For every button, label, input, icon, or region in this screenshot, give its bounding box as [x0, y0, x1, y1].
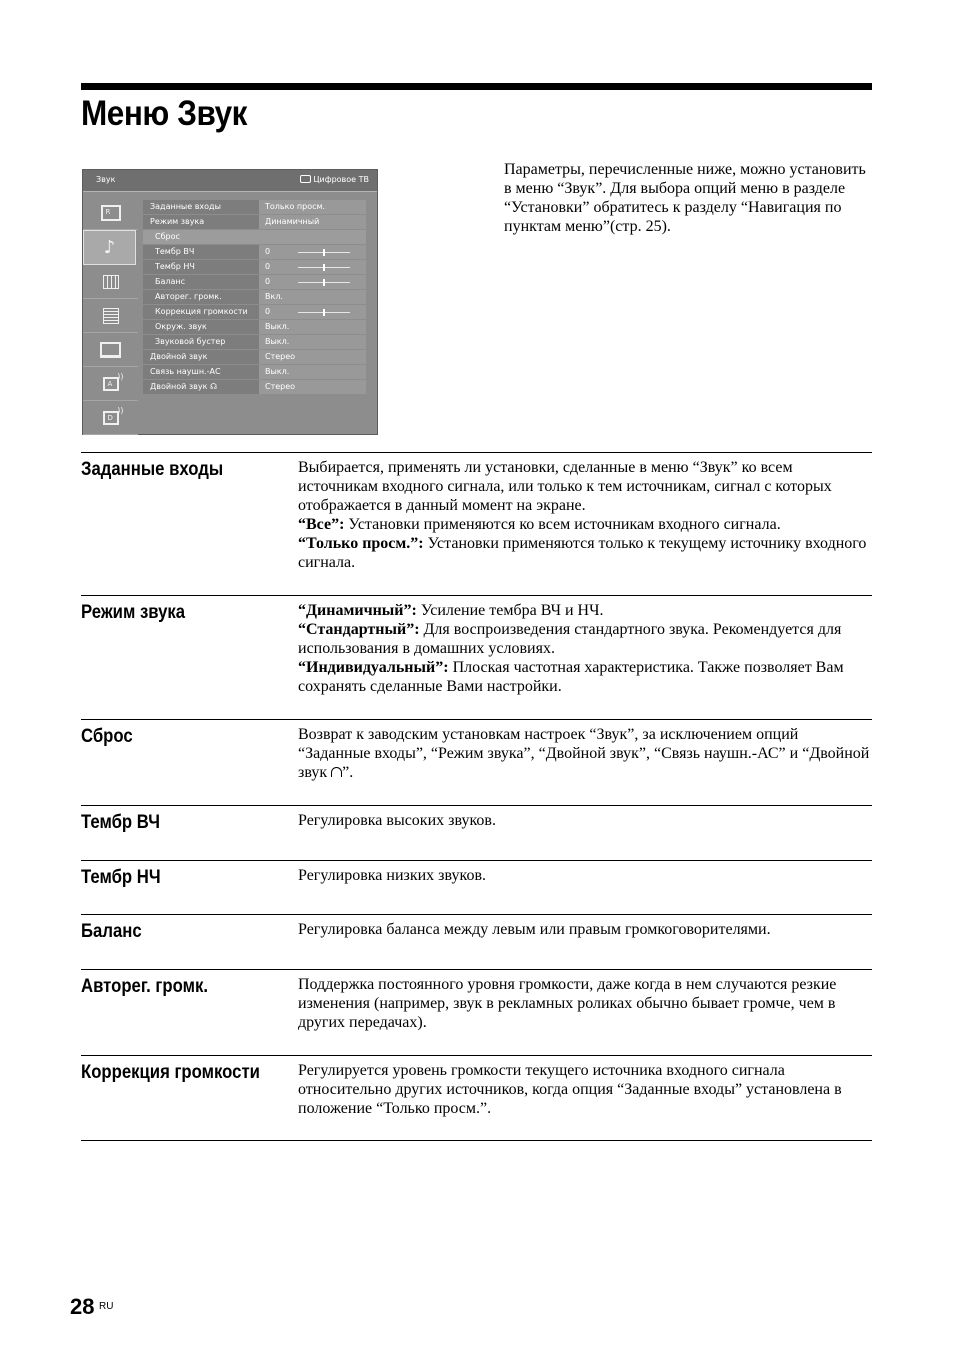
headphone-icon [331, 767, 342, 777]
tv-menu-row-value: Выкл. [259, 365, 366, 379]
definition-description [298, 596, 872, 696]
tv-menu-row [143, 290, 366, 304]
definition-row [81, 969, 872, 1055]
option-name: “Все”: [298, 516, 345, 533]
tv-source-label: Цифровое ТВ [313, 175, 369, 184]
tv-menu-row-value: 0 [259, 245, 366, 259]
definition-description [298, 720, 872, 782]
option-text: Регулировка низких звуков. [298, 867, 487, 884]
setup-list-icon [83, 299, 138, 333]
sound-note-icon: ♪ [83, 230, 136, 265]
tv-set-icon [83, 333, 138, 367]
definition-paragraph [298, 866, 872, 885]
definition-term: Баланс [81, 921, 142, 942]
tv-menu-row [143, 275, 366, 289]
tv-menu-row-label: Двойной звук [150, 352, 208, 361]
page-language: RU [99, 1301, 114, 1312]
tv-menu-row-label: Баланс [155, 277, 186, 286]
tv-menu-row-label: Звуковой бустер [155, 337, 226, 346]
option-text: Регулируется уровень громкости текущего источника входного сигнала относительно других источников, когда опция “Заданные входы” установлена в положение “Только просм.”. [298, 1062, 842, 1117]
definition-description [298, 453, 872, 572]
tv-menu-row-slider [298, 282, 350, 283]
option-text: Выбирается, применять ли установки, сделанные в меню “Звук” ко всем источникам входного сигнала, или только к тем источникам, сигнал с которых отображается в данный момент на экране. [298, 459, 832, 514]
option-name: “Динамичный”: [298, 602, 417, 619]
tv-menu-row [143, 230, 366, 244]
option-text-end: ”. [342, 764, 354, 781]
tv-menu-row-label: Сброс [155, 232, 180, 241]
definition-term: Сброс [81, 726, 133, 747]
tv-menu-list [143, 200, 366, 395]
definition-row [81, 914, 872, 969]
definition-paragraph [298, 725, 872, 782]
option-text: Регулировка баланса между левым или правым громкоговорителями. [298, 921, 771, 938]
tv-menu-row-label: Тембр НЧ [155, 262, 195, 271]
tv-menu-screenshot [82, 169, 378, 435]
definition-row [81, 595, 872, 719]
option-text: Усиление тембра ВЧ и НЧ. [416, 602, 604, 619]
definition-row [81, 860, 872, 914]
tv-menu-row [143, 305, 366, 319]
page-title: Меню Звук [81, 94, 247, 133]
definition-paragraph [298, 515, 872, 534]
tv-menu-header [83, 170, 377, 192]
definitions-table [81, 452, 872, 1141]
tv-menu-sidebar [83, 196, 138, 435]
picture-icon: R [83, 196, 138, 230]
analog-setup-icon: A )) [83, 367, 138, 401]
definition-row [81, 452, 872, 595]
tv-menu-row [143, 380, 366, 394]
top-rule [81, 83, 872, 90]
tv-menu-row [143, 350, 366, 364]
tv-menu-row-label: Авторег. громк. [155, 292, 222, 301]
definition-description [298, 861, 872, 885]
definition-paragraph [298, 620, 872, 658]
definition-term: Заданные входы [81, 459, 224, 480]
definition-term: Режим звука [81, 602, 186, 623]
tv-menu-row-value: Только просм. [259, 200, 366, 214]
definition-row [81, 805, 872, 860]
tv-menu-row-slider [298, 252, 350, 253]
tv-menu-row-slider [298, 312, 350, 313]
tv-source-indicator [300, 175, 369, 184]
tv-menu-row [143, 245, 366, 259]
option-text: Для воспроизведения стандартного звука. Рекомендуется для использования в домашних условиях. [298, 621, 842, 657]
option-name: “Индивидуальный”: [298, 659, 449, 676]
definition-term: Авторег. громк. [81, 976, 208, 997]
option-text: Установки применяются ко всем источникам входного сигнала. [344, 516, 781, 533]
definition-paragraph [298, 658, 872, 696]
definition-paragraph [298, 920, 872, 939]
tv-menu-row-value: 0 [259, 275, 366, 289]
definition-term: Коррекция громкости [81, 1062, 260, 1083]
tv-menu-row [143, 320, 366, 334]
definition-term: Тембр НЧ [81, 867, 161, 888]
definition-paragraph [298, 811, 872, 830]
definition-row [81, 1055, 872, 1141]
page-number: 28 [70, 1294, 95, 1319]
definition-description [298, 970, 872, 1032]
tv-menu-row-label: Заданные входы [150, 202, 221, 211]
screen-grid-icon [83, 265, 138, 299]
tv-menu-row-label: Режим звука [150, 217, 205, 226]
tv-menu-row [143, 260, 366, 274]
digital-setup-icon: D )) [83, 401, 138, 435]
option-text: Поддержка постоянного уровня громкости, даже когда в нем случаются резкие изменения (например, звук в рекламных роликах обычно бывает громче, чем в других передачах). [298, 976, 837, 1031]
tv-source-icon [300, 175, 311, 183]
definition-term: Тембр ВЧ [81, 812, 160, 833]
tv-menu-row-label: Связь наушн.-АС [150, 367, 221, 376]
tv-menu-row-value: Вкл. [259, 290, 366, 304]
option-text: Регулировка высоких звуков. [298, 812, 496, 829]
definition-paragraph [298, 975, 872, 1032]
tv-menu-row-value: Динамичный [259, 215, 366, 229]
tv-menu-row-value: 0 [259, 260, 366, 274]
definition-paragraph [298, 1061, 872, 1118]
tv-menu-row-slider [298, 267, 350, 268]
tv-menu-row [143, 335, 366, 349]
definition-description [298, 1056, 872, 1118]
definition-paragraph [298, 601, 872, 620]
tv-menu-row-value: Выкл. [259, 320, 366, 334]
tv-menu-row [143, 365, 366, 379]
intro-text: Параметры, перечисленные ниже, можно установить в меню “Звук”. Для выбора опций меню в разделе “Установки” обратитесь к разделу “Навигация по пунктам меню”(стр. 25). [504, 161, 866, 235]
definition-description [298, 915, 872, 939]
tv-menu-row-value: Выкл. [259, 335, 366, 349]
tv-menu-row-label: Коррекция громкости [155, 307, 248, 316]
definition-row [81, 719, 872, 805]
tv-menu-row-label: Двойной звук ☊ [150, 382, 218, 391]
tv-menu-row-label: Окруж. звук [155, 322, 207, 331]
option-text: Плоская частотная характеристика. Также позволяет Вам сохранять сделанные Вами настройки. [298, 659, 844, 695]
tv-menu-row-value: 0 [259, 305, 366, 319]
definition-paragraph [298, 458, 872, 515]
definition-paragraph [298, 534, 872, 572]
option-text: Возврат к заводским установкам настроек “Звук”, за исключением опций “Заданные входы”, “Режим звука”, “Двойной звук”, “Связь наушн.-АС” и “Двойной звук [298, 726, 870, 781]
tv-menu-row-label: Тембр ВЧ [155, 247, 195, 256]
definition-description [298, 806, 872, 830]
option-name: “Стандартный”: [298, 621, 420, 638]
tv-menu-row [143, 200, 366, 214]
tv-menu-row [143, 215, 366, 229]
tv-menu-title: Звук [96, 175, 116, 184]
tv-menu-row-value: Стерео [259, 380, 366, 394]
option-text: Установки применяются только к текущему источнику входного сигнала. [298, 535, 867, 571]
tv-menu-row-value: Стерео [259, 350, 366, 364]
option-name: “Только просм.”: [298, 535, 424, 552]
